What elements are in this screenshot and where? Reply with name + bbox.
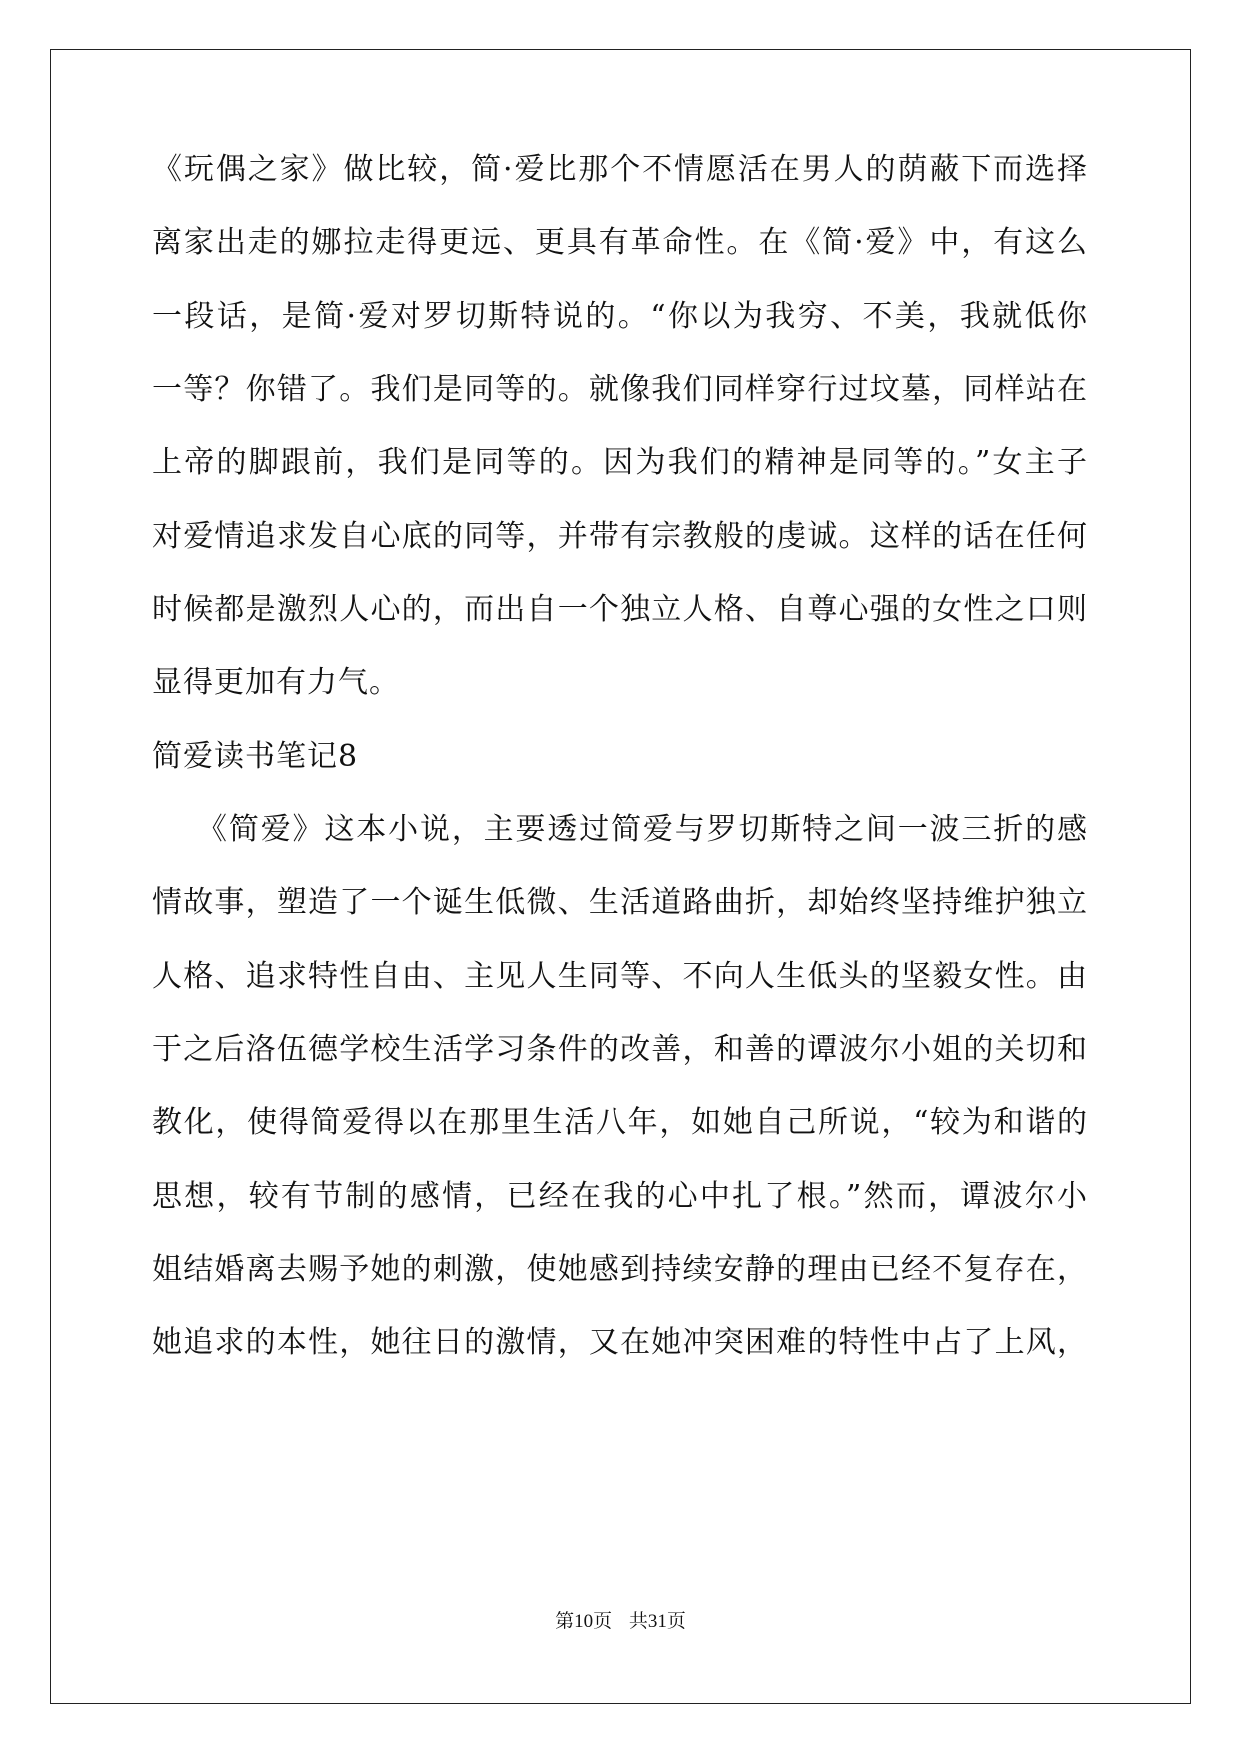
page-footer — [0, 1606, 1241, 1633]
section-title: 简爱读书笔记8 — [152, 739, 359, 774]
text-line: 思想，较有节制的感情，已经在我的心中扎了根。”然而，谭波尔小 — [152, 1179, 1088, 1214]
text-line: 情故事，塑造了一个诞生低微、生活道路曲折，却始终坚持维护独立 — [152, 885, 1088, 920]
page-number: 第10页 — [555, 1611, 613, 1632]
text-line: 一段话，是简·爱对罗切斯特说的。“你以为我穷、不美，我就低你 — [152, 299, 1088, 334]
text-line: 她追求的本性，她往日的激情，又在她冲突困难的特性中占了上风， — [152, 1325, 1088, 1360]
text-line: 上帝的脚跟前，我们是同等的。因为我们的精神是同等的。”女主子 — [152, 445, 1088, 480]
text-line: 人格、追求特性自由、主见人生同等、不向人生低头的坚毅女性。由 — [152, 959, 1088, 994]
text-line: 教化，使得简爱得以在那里生活八年，如她自己所说，“较为和谐的 — [152, 1105, 1088, 1140]
text-line: 时候都是激烈人心的，而出自一个独立人格、自尊心强的女性之口则 — [152, 592, 1088, 627]
page-total: 共31页 — [628, 1611, 686, 1632]
text-line: 于之后洛伍德学校生活学习条件的改善，和善的谭波尔小姐的关切和 — [152, 1032, 1088, 1067]
text-line: 姐结婚离去赐予她的刺激，使她感到持续安静的理由已经不复存在， — [152, 1252, 1088, 1287]
text-line: 对爱情追求发自心底的同等，并带有宗教般的虔诚。这样的话在任何 — [152, 519, 1088, 554]
text-line: 一等？你错了。我们是同等的。就像我们同样穿行过坟墓，同样站在 — [152, 372, 1088, 407]
paragraph-first-line: 《简爱》这本小说，主要透过简爱与罗切斯特之间一波三折的感 — [197, 812, 1088, 847]
text-line: 离家出走的娜拉走得更远、更具有革命性。在《简·爱》中，有这么 — [152, 225, 1088, 260]
text-line-last: 显得更加有力气。 — [152, 665, 400, 700]
text-line: 《玩偶之家》做比较，简·爱比那个不情愿活在男人的荫蔽下而选择 — [152, 152, 1088, 187]
